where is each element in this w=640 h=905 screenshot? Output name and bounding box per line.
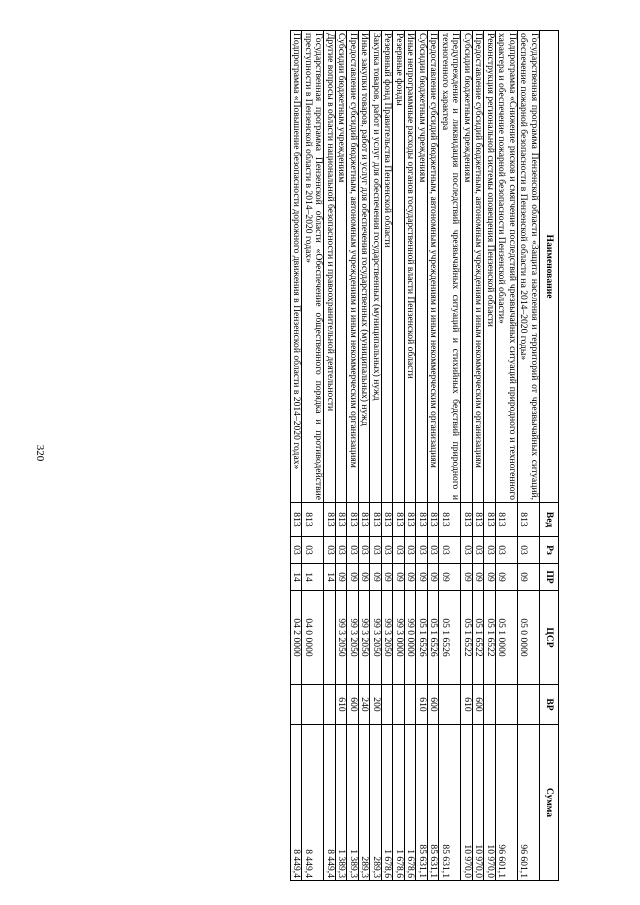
cell-vr bbox=[484, 685, 496, 725]
cell-rz: 03 bbox=[370, 537, 382, 564]
cell-sum: 289,3 bbox=[370, 725, 382, 881]
cell-pr: 09 bbox=[405, 564, 417, 591]
cell-vr: 610 bbox=[461, 685, 473, 725]
cell-rz: 03 bbox=[302, 537, 324, 564]
cell-rz: 03 bbox=[359, 537, 371, 564]
cell-ved: 813 bbox=[393, 503, 405, 537]
cell-csr: 05 1 6526 bbox=[439, 591, 461, 685]
cell-pr: 09 bbox=[473, 564, 485, 591]
cell-vr bbox=[393, 685, 405, 725]
cell-ved: 813 bbox=[302, 503, 324, 537]
cell-name: Закупка товаров, работ и услуг для обеспечения государственных (муниципальных) нужд bbox=[370, 31, 382, 503]
cell-rz: 03 bbox=[484, 537, 496, 564]
header-pr: ПР bbox=[540, 564, 559, 591]
rotated-page-content bbox=[81, 30, 559, 880]
table-row bbox=[416, 31, 428, 881]
cell-ved: 813 bbox=[405, 503, 417, 537]
cell-ved: 813 bbox=[347, 503, 359, 537]
cell-sum: 1 389,3 bbox=[347, 725, 359, 881]
cell-sum: 1 389,3 bbox=[336, 725, 348, 881]
cell-ved: 813 bbox=[416, 503, 428, 537]
cell-rz: 03 bbox=[382, 537, 394, 564]
cell-name: Субсидии бюджетным учреждениям bbox=[416, 31, 428, 503]
cell-vr: 610 bbox=[416, 685, 428, 725]
table-row bbox=[359, 31, 371, 881]
header-vr: ВР bbox=[540, 685, 559, 725]
cell-name: Реконструкция региональной системы оповещения Пензенской области bbox=[484, 31, 496, 503]
cell-name: Предоставление субсидий бюджетным, автономным учреждениям и иным некоммерческим организациям bbox=[428, 31, 440, 503]
table-row bbox=[473, 31, 485, 881]
cell-sum: 96 601,1 bbox=[518, 725, 540, 881]
cell-ved: 813 bbox=[484, 503, 496, 537]
cell-csr: 99 3 2050 bbox=[382, 591, 394, 685]
cell-vr: 600 bbox=[473, 685, 485, 725]
cell-csr: 05 1 6526 bbox=[416, 591, 428, 685]
cell-pr: 09 bbox=[382, 564, 394, 591]
cell-vr bbox=[439, 685, 461, 725]
cell-sum: 10 970,0 bbox=[461, 725, 473, 881]
table-row bbox=[302, 31, 324, 881]
cell-pr: 14 bbox=[291, 564, 303, 591]
cell-sum: 85 631,1 bbox=[439, 725, 461, 881]
cell-pr: 09 bbox=[347, 564, 359, 591]
cell-pr: 09 bbox=[359, 564, 371, 591]
cell-name: Государственная программа Пензенской области «Обеспечение общественного порядка и противодействие преступности в Пензенской области в 2014–2020 годах» bbox=[302, 31, 324, 503]
cell-pr: 09 bbox=[439, 564, 461, 591]
cell-csr: 05 1 6522 bbox=[461, 591, 473, 685]
cell-sum: 289,3 bbox=[359, 725, 371, 881]
table-row bbox=[336, 31, 348, 881]
header-name: Наименование bbox=[540, 31, 559, 503]
cell-name: Резервный фонд Правительства Пензенской области bbox=[382, 31, 394, 503]
table-row bbox=[347, 31, 359, 881]
cell-csr: 05 1 6522 bbox=[484, 591, 496, 685]
cell-sum: 8 449,4 bbox=[291, 725, 303, 881]
cell-vr bbox=[518, 685, 540, 725]
cell-vr bbox=[291, 685, 303, 725]
cell-vr bbox=[382, 685, 394, 725]
cell-pr: 09 bbox=[496, 564, 518, 591]
cell-pr: 09 bbox=[393, 564, 405, 591]
cell-sum: 8 449,4 bbox=[302, 725, 324, 881]
cell-rz: 03 bbox=[336, 537, 348, 564]
cell-csr: 05 1 6522 bbox=[473, 591, 485, 685]
cell-sum: 10 970,0 bbox=[473, 725, 485, 881]
cell-name: Предупреждение и ликвидация последствий чрезвычайных ситуаций и стихийных бедствий природного и техногенного характера bbox=[439, 31, 461, 503]
cell-vr bbox=[324, 685, 336, 725]
cell-sum: 1 678,6 bbox=[393, 725, 405, 881]
cell-name: Иные закупки товаров, работ и услуг для обеспечения государственных (муниципальных) нужд bbox=[359, 31, 371, 503]
cell-rz: 03 bbox=[428, 537, 440, 564]
table-row bbox=[405, 31, 417, 881]
header-ved: Вед bbox=[540, 503, 559, 537]
cell-sum: 96 601,1 bbox=[496, 725, 518, 881]
cell-rz: 03 bbox=[393, 537, 405, 564]
cell-sum: 8 449,4 bbox=[324, 725, 336, 881]
table-row bbox=[428, 31, 440, 881]
cell-ved: 813 bbox=[382, 503, 394, 537]
table-row bbox=[518, 31, 540, 881]
cell-csr: 05 1 0000 bbox=[496, 591, 518, 685]
cell-ved: 813 bbox=[496, 503, 518, 537]
table-row bbox=[484, 31, 496, 881]
cell-csr: 05 0 0000 bbox=[518, 591, 540, 685]
cell-ved: 813 bbox=[291, 503, 303, 537]
cell-pr: 09 bbox=[484, 564, 496, 591]
cell-rz: 03 bbox=[347, 537, 359, 564]
cell-sum: 1 678,6 bbox=[405, 725, 417, 881]
cell-sum: 10 970,0 bbox=[484, 725, 496, 881]
cell-name: Подпрограмма «Снижение рисков и смягчение последствий чрезвычайных ситуаций природного и техногенного характера и обеспечение пожарной безопасности Пензенской области» bbox=[496, 31, 518, 503]
cell-rz: 03 bbox=[291, 537, 303, 564]
cell-name: Субсидии бюджетным учреждениям bbox=[336, 31, 348, 503]
cell-ved: 813 bbox=[473, 503, 485, 537]
cell-rz: 03 bbox=[324, 537, 336, 564]
cell-rz: 03 bbox=[439, 537, 461, 564]
cell-sum: 85 631,1 bbox=[416, 725, 428, 881]
cell-ved: 813 bbox=[336, 503, 348, 537]
cell-csr: 99 0 0000 bbox=[405, 591, 417, 685]
cell-pr: 09 bbox=[461, 564, 473, 591]
cell-vr bbox=[496, 685, 518, 725]
cell-ved: 813 bbox=[370, 503, 382, 537]
cell-name: Подпрограмма «Повышение безопасности дорожного движения в Пензенской области в 2014–2020 годах» bbox=[291, 31, 303, 503]
cell-name: Предоставление субсидий бюджетным, автономным учреждениям и иным некоммерческим организациям bbox=[473, 31, 485, 503]
header-csr: ЦСР bbox=[540, 591, 559, 685]
cell-pr: 09 bbox=[428, 564, 440, 591]
header-rz: Рз bbox=[540, 537, 559, 564]
cell-csr: 99 3 2050 bbox=[359, 591, 371, 685]
cell-ved: 813 bbox=[518, 503, 540, 537]
cell-rz: 03 bbox=[405, 537, 417, 564]
cell-csr: 99 3 0000 bbox=[393, 591, 405, 685]
cell-ved: 813 bbox=[439, 503, 461, 537]
table-row bbox=[461, 31, 473, 881]
cell-pr: 09 bbox=[370, 564, 382, 591]
cell-ved: 813 bbox=[428, 503, 440, 537]
table-row bbox=[370, 31, 382, 881]
cell-vr bbox=[302, 685, 324, 725]
cell-pr: 09 bbox=[416, 564, 428, 591]
cell-pr: 14 bbox=[324, 564, 336, 591]
cell-sum: 1 678,6 bbox=[382, 725, 394, 881]
cell-ved: 813 bbox=[324, 503, 336, 537]
cell-vr: 600 bbox=[428, 685, 440, 725]
cell-csr: 05 1 6526 bbox=[428, 591, 440, 685]
header-sum: Сумма bbox=[540, 725, 559, 881]
cell-name: Иные непрограммные расходы органов государственной власти Пензенской области bbox=[405, 31, 417, 503]
cell-rz: 03 bbox=[496, 537, 518, 564]
cell-ved: 813 bbox=[461, 503, 473, 537]
cell-pr: 09 bbox=[518, 564, 540, 591]
cell-csr: 99 3 2050 bbox=[347, 591, 359, 685]
cell-rz: 03 bbox=[473, 537, 485, 564]
cell-name: Предоставление субсидий бюджетным, автономным учреждениям и иным некоммерческим организациям bbox=[347, 31, 359, 503]
budget-table bbox=[290, 30, 559, 881]
cell-sum: 85 631,1 bbox=[428, 725, 440, 881]
table-row bbox=[291, 31, 303, 881]
cell-vr: 240 bbox=[359, 685, 371, 725]
cell-csr: 99 3 2050 bbox=[370, 591, 382, 685]
cell-ved: 813 bbox=[359, 503, 371, 537]
table-row bbox=[382, 31, 394, 881]
cell-vr: 600 bbox=[347, 685, 359, 725]
cell-rz: 03 bbox=[416, 537, 428, 564]
cell-vr: 610 bbox=[336, 685, 348, 725]
cell-rz: 03 bbox=[461, 537, 473, 564]
page-number: 320 bbox=[34, 444, 46, 462]
table-row bbox=[324, 31, 336, 881]
cell-pr: 09 bbox=[336, 564, 348, 591]
cell-csr: 04 2 0000 bbox=[291, 591, 303, 685]
cell-csr bbox=[324, 591, 336, 685]
cell-name: Государственная программа Пензенской области «Защита населения и территорий от чрезвычайных ситуаций, обеспечение пожарной безопасности в Пензенской области на 2014–2020 годы» bbox=[518, 31, 540, 503]
cell-name: Другие вопросы в области национальной безопасности и правоохранительной деятельности bbox=[324, 31, 336, 503]
table-row bbox=[393, 31, 405, 881]
table-row bbox=[439, 31, 461, 881]
cell-pr: 14 bbox=[302, 564, 324, 591]
cell-name: Субсидии бюджетным учреждениям bbox=[461, 31, 473, 503]
table-row bbox=[496, 31, 518, 881]
cell-csr: 04 0 0000 bbox=[302, 591, 324, 685]
cell-rz: 03 bbox=[518, 537, 540, 564]
cell-vr: 200 bbox=[370, 685, 382, 725]
cell-csr: 99 3 2050 bbox=[336, 591, 348, 685]
table-header-row bbox=[540, 31, 559, 881]
cell-vr bbox=[405, 685, 417, 725]
cell-name: Резервные фонды bbox=[393, 31, 405, 503]
